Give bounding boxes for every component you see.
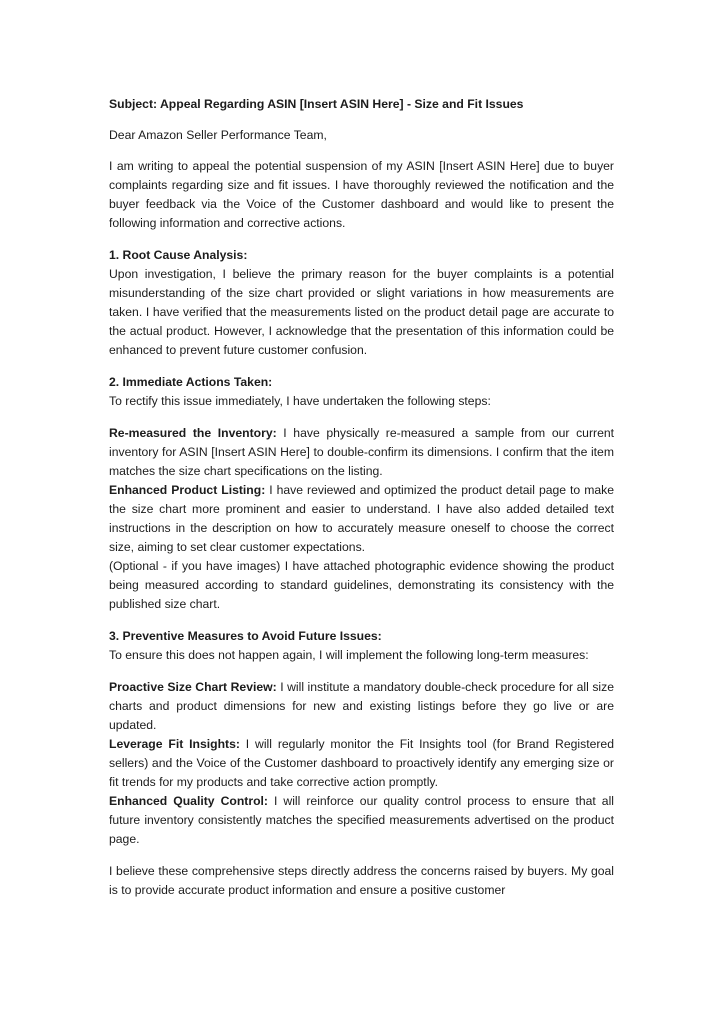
measure-list xyxy=(109,678,614,849)
letter-greeting: Dear Amazon Seller Performance Team, xyxy=(109,128,327,142)
list-item-title: Enhanced Quality Control: xyxy=(109,794,268,808)
list-item-text: I will institute a mandatory double-check procedure for all size charts and product dimensions for new and existing listings before they go live or are updated. xyxy=(109,680,614,732)
section-body: To rectify this issue immediately, I have undertaken the following steps: xyxy=(109,394,491,408)
section-immediate-actions xyxy=(109,373,614,614)
list-item xyxy=(109,735,614,792)
optional-note: (Optional - if you have images) I have attached photographic evidence showing the product being measured according to standard guidelines, demonstrating its consistency with the published size chart. xyxy=(109,559,614,611)
list-item-title: Leverage Fit Insights: xyxy=(109,737,240,751)
list-item xyxy=(109,792,614,849)
list-item-text: I have reviewed and optimized the product detail page to make the size chart more prominent and easier to understand. I have also added detailed text instructions in the description on how to accurately measure oneself to choose the correct size, aiming to set clear customer expectations. xyxy=(109,483,614,554)
list-item-text: I have physically re-measured a sample from our current inventory for ASIN [Insert ASIN Here] to double-confirm its dimensions. I confirm that the item matches the size chart specifications on the listing. xyxy=(109,426,615,478)
intro-paragraph: I am writing to appeal the potential suspension of my ASIN [Insert ASIN Here] due to buyer complaints regarding size and fit issues. I have thoroughly reviewed the notification and the buyer feedback via the Voice of the Customer dashboard and would like to present the following information and corrective actions. xyxy=(109,159,614,230)
section-heading: 1. Root Cause Analysis: xyxy=(109,248,248,262)
list-item-title: Enhanced Product Listing: xyxy=(109,483,266,497)
action-list xyxy=(109,424,614,614)
list-item-text: I will regularly monitor the Fit Insights tool (for Brand Registered sellers) and the Voice of the Customer dashboard to proactively identify any emerging size or fit trends for my products and take corrective action promptly. xyxy=(109,737,614,789)
list-item xyxy=(109,481,614,557)
letter-document xyxy=(109,95,614,900)
section-body: Upon investigation, I believe the primary reason for the buyer complaints is a potential misunderstanding of the size chart provided or slight variations in how measurements are taken. I have verified that the measurements listed on the product detail page are accurate to the actual product. However, I acknowledge that the presentation of this information could be enhanced to prevent future customer confusion. xyxy=(109,267,614,357)
section-heading: 2. Immediate Actions Taken: xyxy=(109,375,273,389)
list-item xyxy=(109,424,614,481)
list-item-text: I will reinforce our quality control process to ensure that all future inventory consistently matches the specified measurements advertised on the product page. xyxy=(109,794,614,846)
list-item-title: Re-measured the Inventory: xyxy=(109,426,277,440)
closing-paragraph: I believe these comprehensive steps directly address the concerns raised by buyers. My goal is to provide accurate product information and ensure a positive customer xyxy=(109,864,614,897)
section-heading: 3. Preventive Measures to Avoid Future Issues: xyxy=(109,629,382,643)
section-preventive-measures xyxy=(109,627,614,849)
section-root-cause xyxy=(109,246,614,360)
letter-subject: Subject: Appeal Regarding ASIN [Insert ASIN Here] - Size and Fit Issues xyxy=(109,97,524,111)
list-item-title: Proactive Size Chart Review: xyxy=(109,680,277,694)
section-body: To ensure this does not happen again, I will implement the following long-term measures: xyxy=(109,648,589,662)
list-item xyxy=(109,678,614,735)
